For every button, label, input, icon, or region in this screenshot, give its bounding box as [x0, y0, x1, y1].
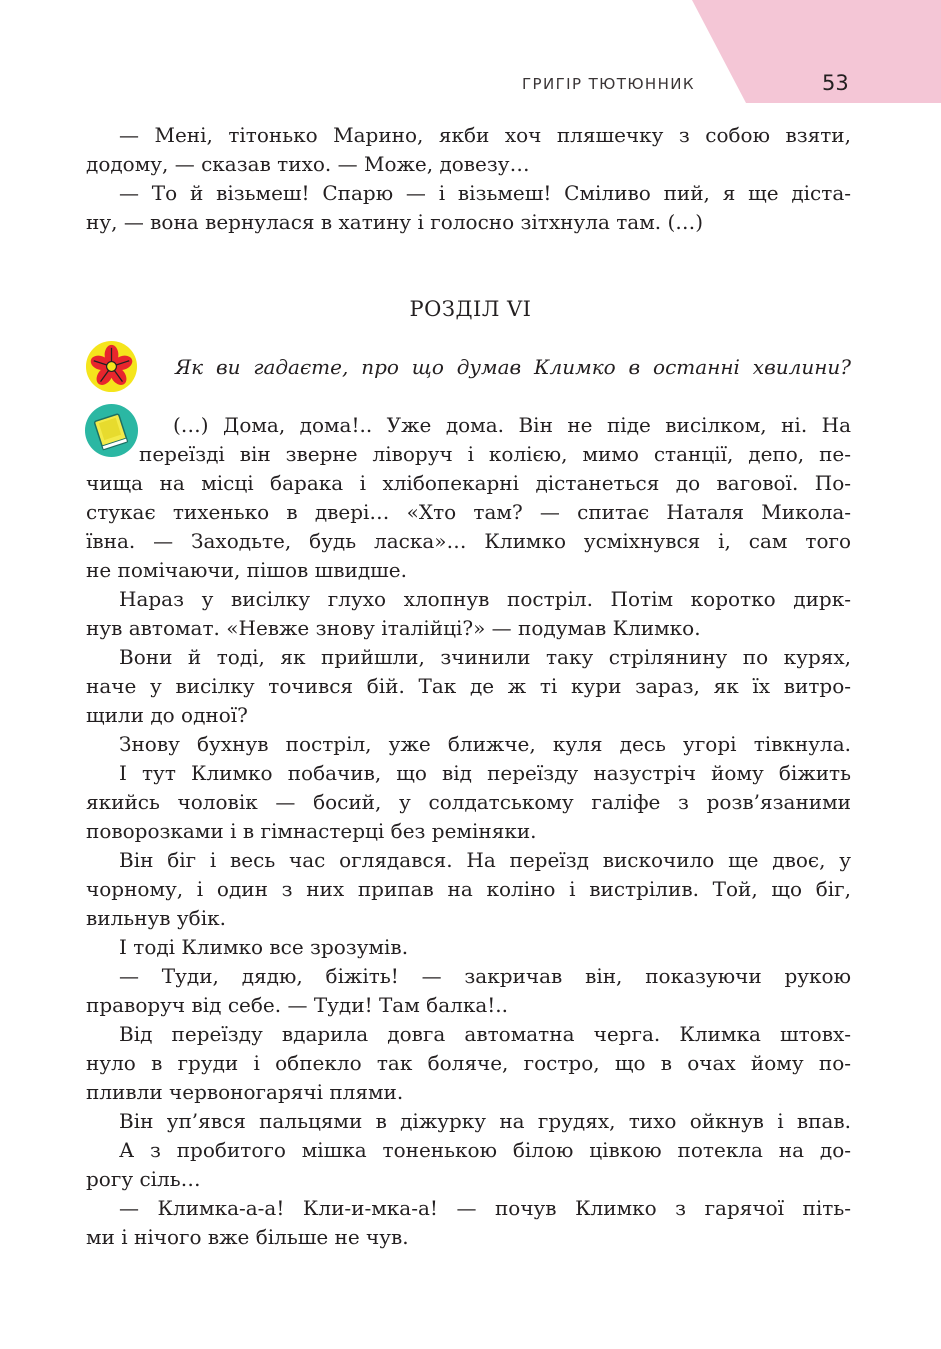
text-line: нув автомат. «Невже знову італійці?» — подумав Климко.: [86, 616, 701, 640]
text-line: — Туди, дядю, біжіть! — закричав він, показуючи рукою: [119, 964, 851, 988]
text-line: чища на місці барака і хлібопекарні дістанеться до вагової. По-: [86, 471, 851, 495]
text-line: Він біг і весь час оглядався. На переїзд вискочило ще двоє, у: [119, 848, 851, 872]
page-number: 53: [822, 71, 849, 95]
text-line: вильнув убік.: [86, 906, 226, 930]
sun-flower-icon: [84, 339, 139, 394]
text-line: наче у висілку точився бій. Так де ж ті кури зараз, як їх витро-: [86, 674, 851, 698]
text-line: нуло в груди і обпекло так боляче, гостро, що в очах йому по-: [86, 1051, 851, 1075]
text-line: Він уп’явся пальцями в діжурку на грудях, тихо ойкнув і впав.: [119, 1109, 851, 1133]
text-line: — То й візьмеш! Спарю — і візьмеш! Сміливо пий, я ще діста-: [119, 181, 851, 205]
text-line: — Мені, тітонько Марино, якби хоч пляшечку з собою взяти,: [119, 123, 851, 147]
text-line: Знову бухнув постріл, уже ближче, куля десь угорі тівкнула.: [119, 732, 851, 756]
text-line: ну, — вона вернулася в хатину і голосно зітхнула там. (…): [86, 210, 704, 234]
section-heading: РОЗДІЛ VI: [409, 297, 532, 321]
discussion-question: Як ви гадаєте, про що думав Климко в останні хвилини?: [175, 355, 851, 379]
text-line: переїзді він зверне ліворуч і колією, мимо станції, депо, пе-: [139, 442, 851, 466]
text-line: стукає тихенько в двері… «Хто там? — спитає Наталя Микола-: [86, 500, 851, 524]
running-head: ГРИГІР ТЮТЮННИК: [522, 75, 695, 93]
text-line: праворуч від себе. — Туди! Там балка!..: [86, 993, 508, 1017]
text-line: чорному, і один з них припав на коліно і вистрілив. Той, що біг,: [86, 877, 851, 901]
text-line: Нараз у висілку глухо хлопнув постріл. Потім коротко дирк-: [119, 587, 851, 611]
text-line: ївна. — Заходьте, будь ласка»… Климко усміхнувся і, сам того: [86, 529, 851, 553]
text-line: Вони й тоді, як прийшли, зчинили таку стрілянину по курях,: [119, 645, 851, 669]
text-line: (…) Дома, дома!.. Уже дома. Він не піде висілком, ні. На: [173, 413, 851, 437]
text-line: І тут Климко побачив, що від переїзду назустріч йому біжить: [119, 761, 851, 785]
text-line: Від переїзду вдарила довга автоматна черга. Климка штовх-: [119, 1022, 851, 1046]
text-line: рогу сіль…: [86, 1167, 201, 1191]
text-line: ми і нічого вже більше не чув.: [86, 1225, 409, 1249]
text-line: І тоді Климко все зрозумів.: [119, 935, 409, 959]
text-line: щили до одної?: [86, 703, 248, 727]
text-line: додому, — сказав тихо. — Може, довезу…: [86, 152, 530, 176]
text-line: поворозками і в гімнастерці без реміняки.: [86, 819, 537, 843]
text-line: пливли червоногарячі плями.: [86, 1080, 404, 1104]
text-line: А з пробитого мішка тоненькою білою цівкою потекла на до-: [119, 1138, 851, 1162]
text-line: — Климка-а-а! Кли-и-мка-а! — почув Климко з гарячої піть-: [119, 1196, 851, 1220]
header-accent-band: [692, 0, 941, 103]
text-line: не помічаючи, пішов швидше.: [86, 558, 407, 582]
book-icon: [84, 403, 139, 458]
text-line: якийсь чоловік — босий, у солдатському галіфе з розв’язаними: [86, 790, 851, 814]
